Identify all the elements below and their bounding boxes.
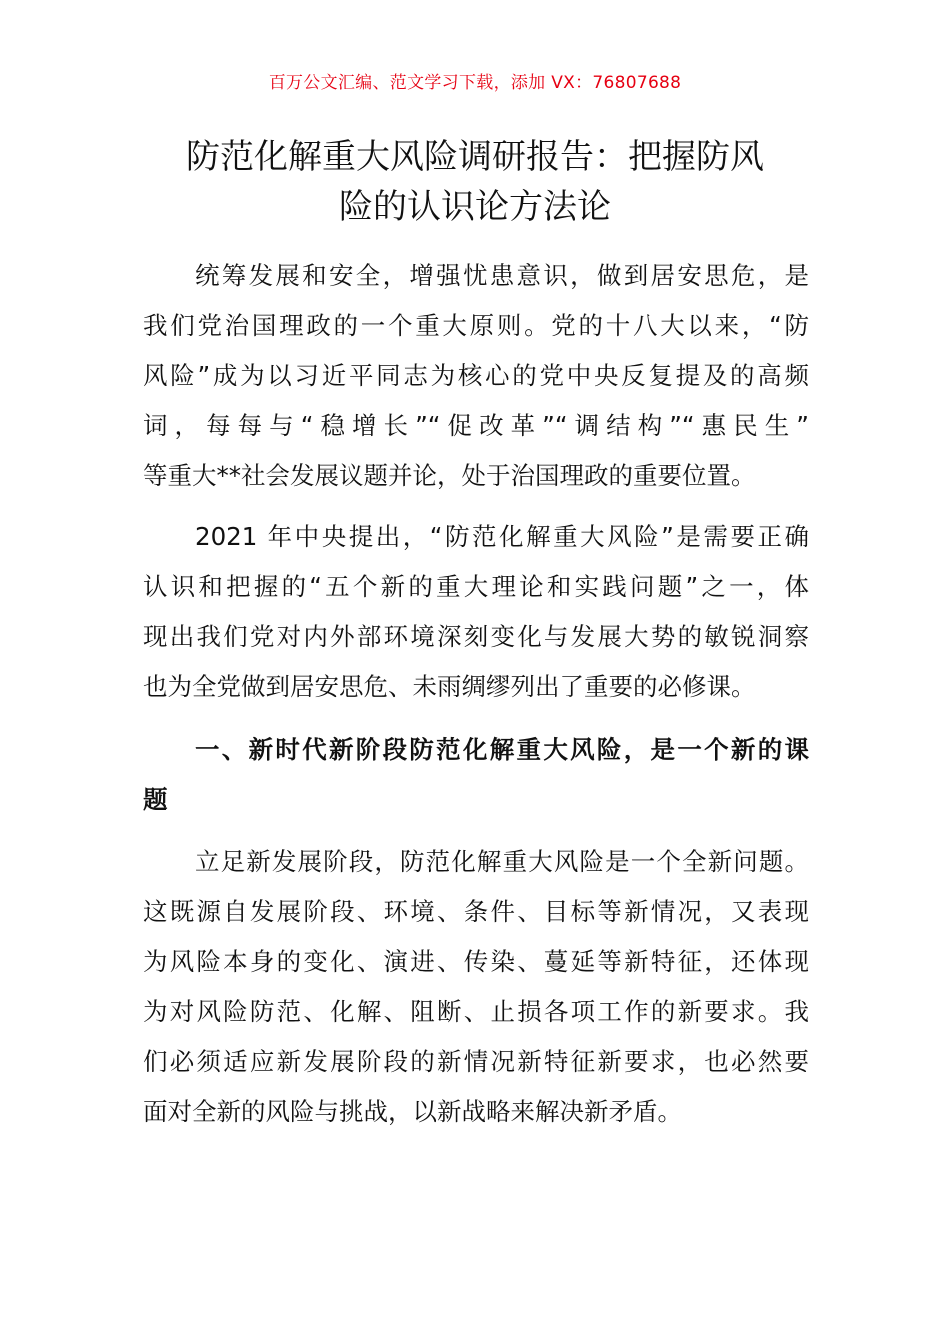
text-line: 也为全党做到居安思危、未雨绸缪列出了重要的必修课。: [143, 672, 756, 701]
heading-line: 题: [143, 785, 168, 814]
text-line: 风险”成为以习近平同志为核心的党中央反复提及的高频: [143, 361, 809, 390]
text-line: 为对风险防范、化解、阻断、止损各项工作的新要求。我: [143, 997, 809, 1026]
document-title: [150, 132, 800, 232]
text-line: 现出我们党对内外部环境深刻变化与发展大势的敏锐洞察: [143, 622, 809, 651]
page-header-watermark: 百万公文汇编、范文学习下载，添加 VX：76807688: [268, 73, 682, 93]
text-line: 认识和把握的“五个新的重大理论和实践问题”之一，体: [143, 572, 809, 601]
text-line: 这既源自发展阶段、环境、条件、目标等新情况，又表现: [143, 897, 809, 926]
text-line: 立足新发展阶段，防范化解重大风险是一个全新问题。: [195, 847, 809, 876]
title-line: 险的认识论方法论: [339, 187, 611, 227]
text-line: 2021 年中央提出，“防范化解重大风险”是需要正确: [195, 522, 809, 551]
text-line: 词，每每与“稳增长”“促改革”“调结构”“惠民生”: [143, 411, 809, 440]
heading-line: 一、新时代新阶段防范化解重大风险，是一个新的课: [195, 735, 809, 764]
text-line: 统筹发展和安全，增强忧患意识，做到居安思危，是: [195, 261, 809, 290]
text-line: 为风险本身的变化、演进、传染、蔓延等新特征，还体现: [143, 947, 809, 976]
text-line: 我们党治国理政的一个重大原则。党的十八大以来，“防: [143, 311, 809, 340]
text-line: 们必须适应新发展阶段的新情况新特征新要求，也必然要: [143, 1047, 809, 1076]
text-line: 等重大**社会发展议题并论，处于治国理政的重要位置。: [143, 461, 756, 490]
title-line: 防范化解重大风险调研报告：把握防风: [186, 137, 764, 177]
text-line: 面对全新的风险与挑战，以新战略来解决新矛盾。: [143, 1097, 682, 1126]
